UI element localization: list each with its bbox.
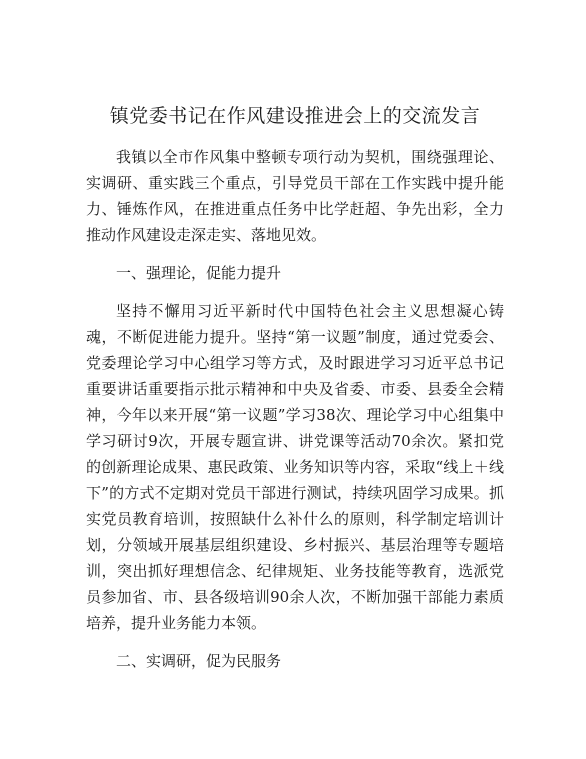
section-1-heading: 一、强理论，促能力提升 — [116, 264, 282, 282]
intro-paragraph: 我镇以全市作风集中整顿专项行动为契机，围绕强理论、实调研、重实践三个重点，引导党员干部在工作实践中提升能力、锤炼作风，在推进重点任务中比学赶超、争先出彩，全力推动作风建设走深走实、落地见效。 — [86, 148, 504, 244]
section-1-paragraph: 坚持不懈用习近平新时代中国特色社会主义思想凝心铸魂，不断促进能力提升。坚持“第一议题”制度，通过党委会、党委理论学习中心组学习等方式，及时跟进学习习近平总书记重要讲话重要指示批示精神和中央及省委、市委、县委全会精神，今年以来开展“第一议题”学习38次、理论学习中心组集中学习研讨9次，开展专题宣讲、讲党课等活动70余次。紧扣党的创新理论成果、惠民政策、业务知识等内容，采取“线上＋线下”的方式不定期对党员干部进行测试，持续巩固学习成果。抓实党员教育培训，按照缺什么补什么的原则，科学制定培训计划，分领域开展基层组织建设、乡村振兴、基层治理等专题培训，突出抓好理想信念、纪律规矩、业务技能等教育，选派党员参加省、市、县各级培训90余人次，不断加强干部能力素质培养，提升业务能力本领。 — [86, 302, 504, 632]
section-2-heading: 二、实调研，促为民服务 — [116, 652, 282, 670]
document-title: 镇党委书记在作风建设推进会上的交流发言 — [109, 105, 481, 127]
